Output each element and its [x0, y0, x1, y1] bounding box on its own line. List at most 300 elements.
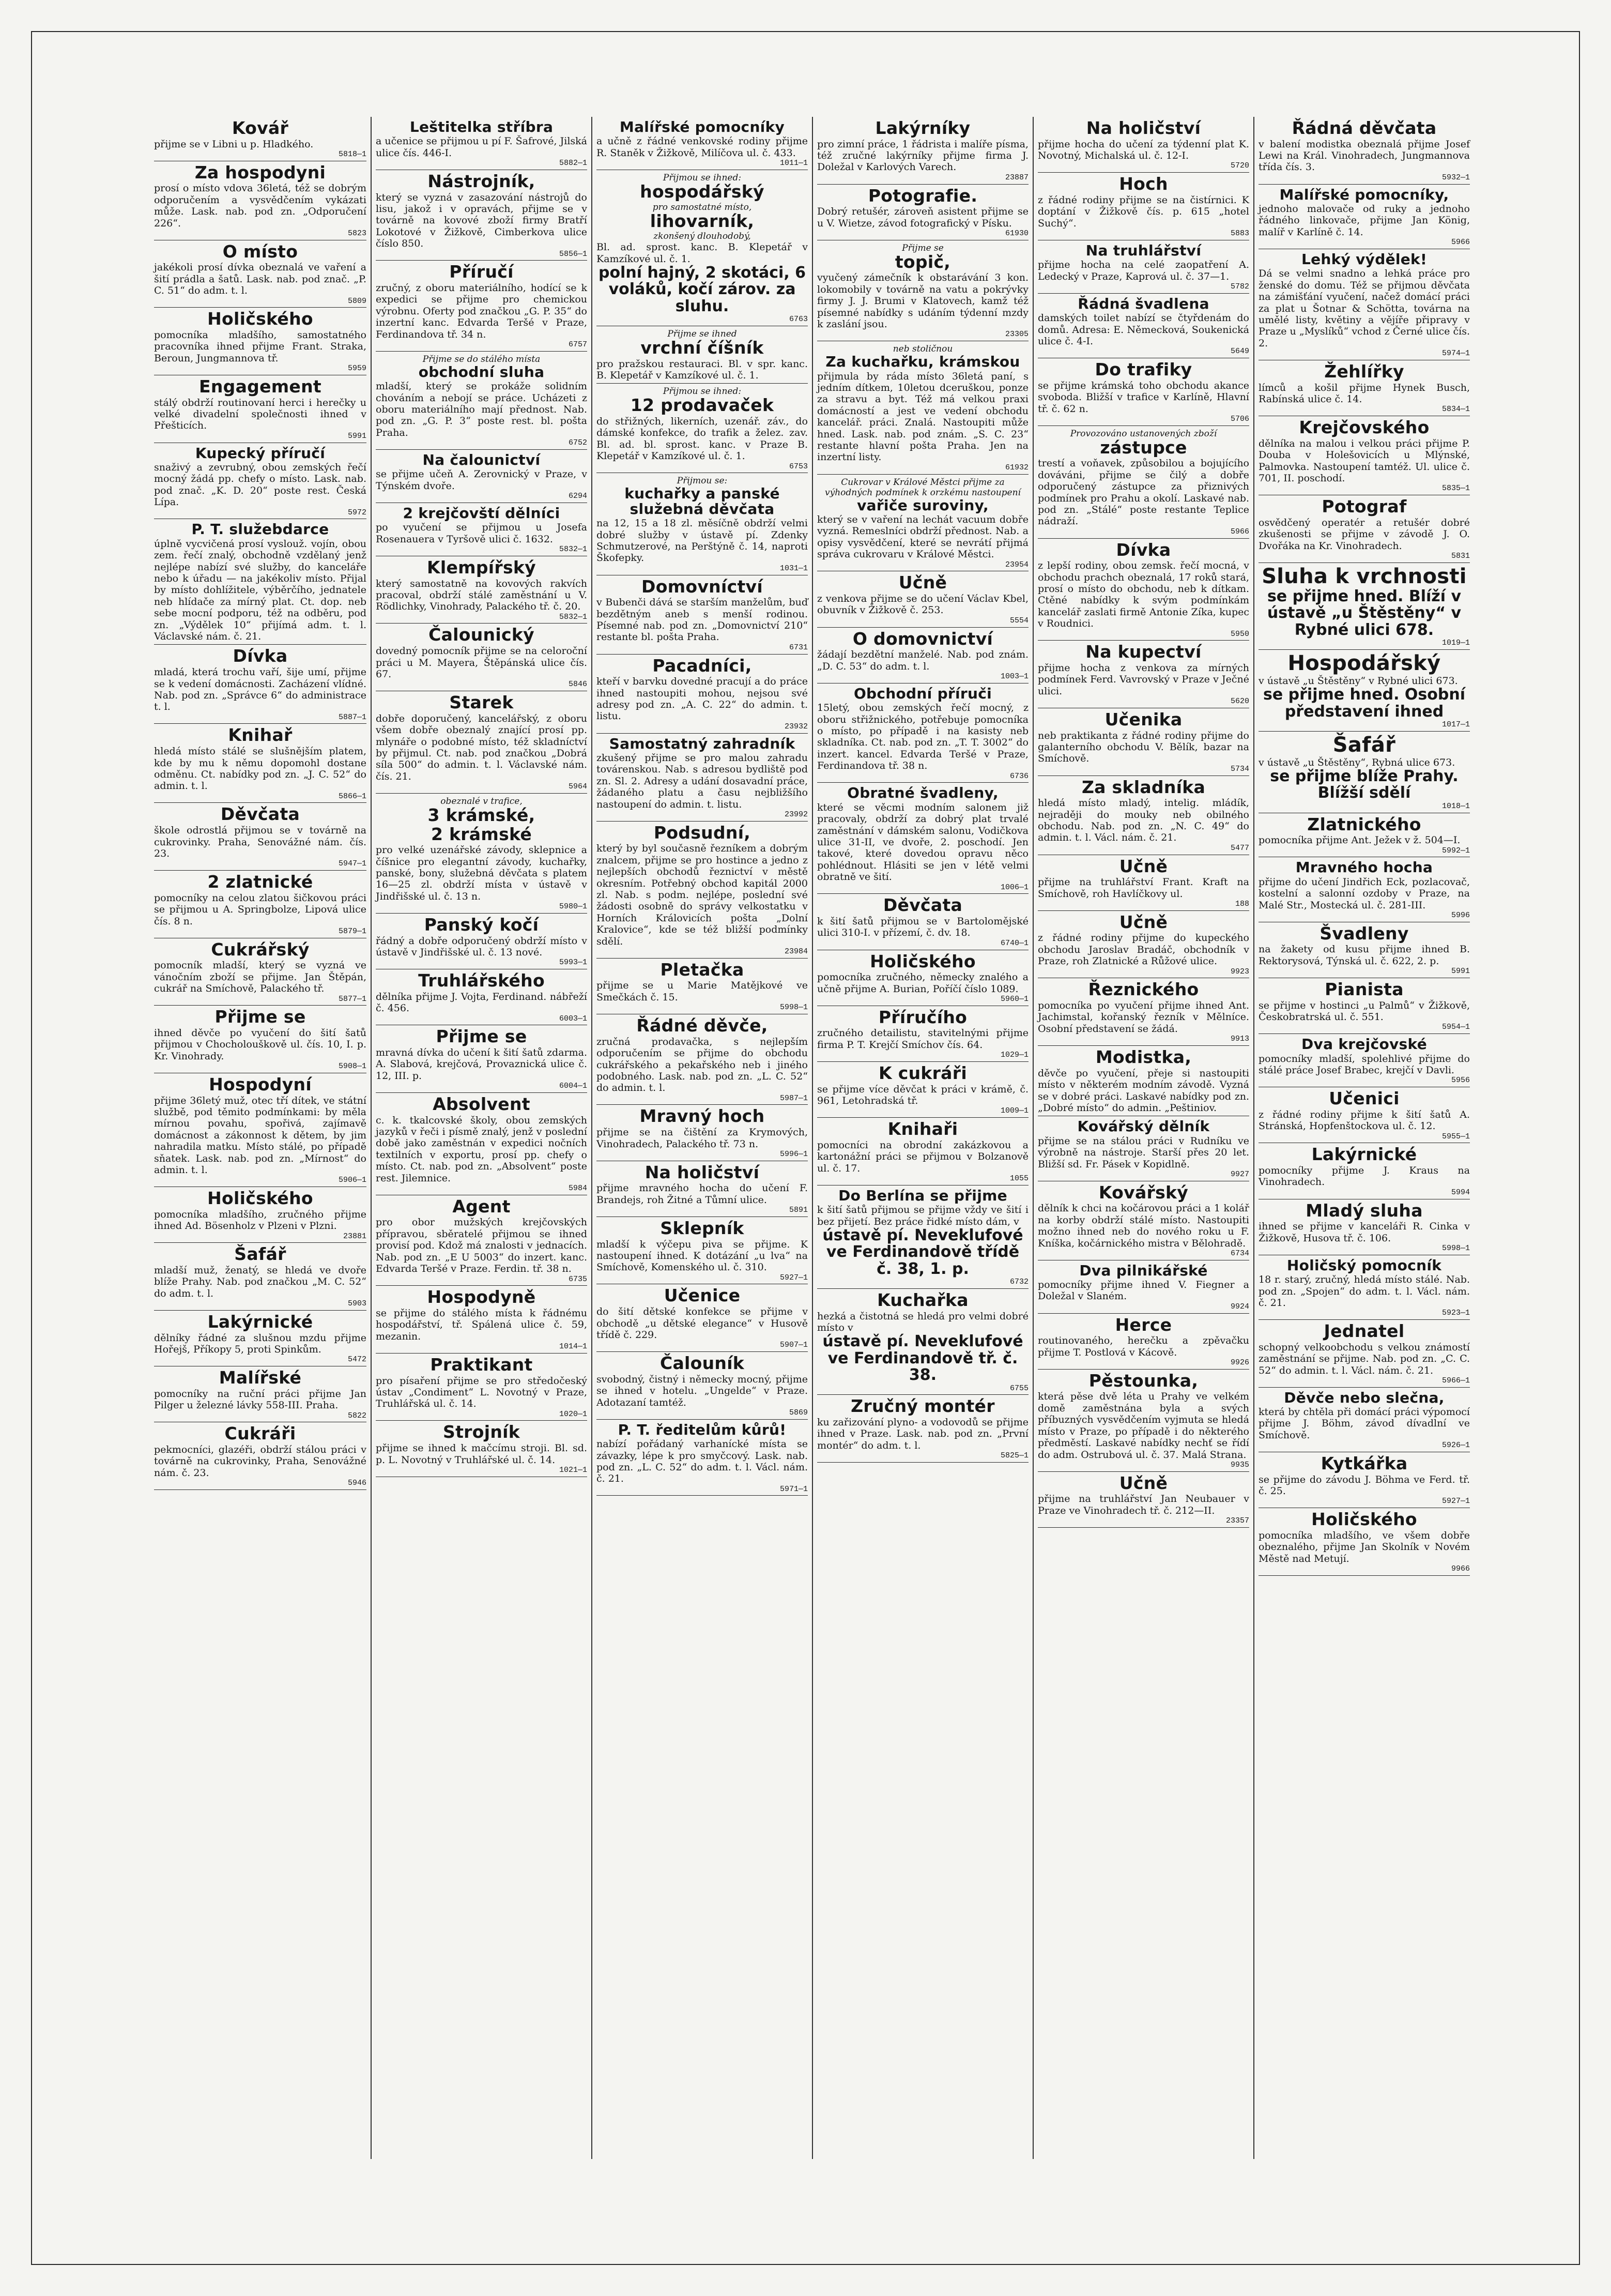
ad-body: dělník k chci na kočárovou práci a 1 kolář na korby obdrží stálé místo. Nastoupiti možno ihned neb do nového roku u F. Kníška, kočárnického mistra v Bělohradě. [1038, 1203, 1249, 1249]
ad-heading: Dva krejčovské [1301, 1036, 1427, 1053]
ad-reference-number: 23992 [784, 810, 808, 819]
ad-reference-number: 5984 [568, 1184, 587, 1193]
ad-reference-number: 5818—1 [338, 150, 366, 159]
classified-ad [1259, 922, 1470, 978]
ad-body: který se vyzná v zasazování nástrojů do lisu, jakož i v opravách, přijme se v továrně na kovové zboží firmy Bratří Lokotové v Žižkově, Cimberkova ulice číslo 850. [376, 191, 587, 250]
ad-reference-number: 5869 [789, 1408, 808, 1417]
ad-reference-number: 5908—1 [338, 1062, 366, 1071]
ad-kicker: Provozováno ustanovených zboží [1070, 428, 1217, 439]
ad-heading: Učně [1119, 856, 1168, 876]
ad-body: řádný a dobře odporučený obdrží místo v ústavě v Jindřišské ul. č. 13 nové. [376, 935, 587, 959]
classified-ad [154, 308, 366, 375]
ad-reference-number: 5809 [347, 296, 366, 306]
ad-body: který samostatně na kovových rakvích pracoval, obdrží stálé zaměstnání u V. Rödlichky, Vinohrady, Palackého tř. č. 20. [376, 577, 587, 613]
ad-body: zkušený přijme se pro malou zahradu továrenskou. Nab. s adresou bydliště pod zn. Sl. 2. Adresy a udání dosavadní práce, žádaného platu a času nejbližšího nastoupení do admin. t. listu. [596, 752, 808, 810]
classified-ad [817, 894, 1029, 950]
ad-reference-number: 9924 [1230, 1302, 1249, 1311]
classified-ad [1038, 358, 1249, 426]
ad-reference-number: 6752 [568, 438, 587, 448]
ad-body: schopný velkoobchodu s velkou známostí zaměstnání se přijme. Nab. pod zn. „C. C. 52“ do admin. t. l. Václ. nám. č. 21. [1259, 1341, 1470, 1376]
classified-ad [1259, 1508, 1470, 1576]
ad-reference-number: 23305 [1005, 330, 1029, 339]
ad-reference-number: 5966 [1451, 238, 1470, 247]
ad-reference-number: 6004—1 [559, 1082, 587, 1091]
classified-ad [1038, 426, 1249, 539]
classified-ad [1038, 855, 1249, 911]
ad-reference-number: 5932—1 [1441, 173, 1470, 182]
ad-body: po vyučení se přijmou u Josefa Rosenauera v Tyršově ulici č. 1632. [376, 522, 587, 545]
ad-heading: Starek [449, 692, 514, 713]
ad-reference-number: 6734 [1230, 1249, 1249, 1258]
ad-body: nabízí pořádaný varhanícké místa se závazky, lépe k pro smyčcový. Lask. nab. pod zn. „L. C. 52“ do adm. t. l. Václ. nám. č. 21. [596, 1438, 808, 1485]
ad-heading: Učenici [1329, 1088, 1400, 1109]
ad-reference-number: 5883 [1230, 229, 1249, 238]
ad-body: dělníky řádné za slušnou mzdu přijme Hořejš, Příkopy 5, proti Spinkům. [154, 1332, 366, 1356]
ad-body: žádají bezdětní manželé. Nab. pod znám. „D. C. 53“ do adm. t. l. [817, 649, 1029, 672]
ad-heading: Praktikant [430, 1354, 533, 1375]
classified-ad [596, 1352, 808, 1420]
classified-ad [1259, 185, 1470, 249]
ad-reference-number: 5994 [1451, 1188, 1470, 1197]
ad-reference-number: 5887—1 [338, 712, 366, 722]
classified-ad [376, 1093, 587, 1195]
ad-subheading: 2 krámské [431, 824, 532, 844]
ad-reference-number: 9923 [1230, 967, 1249, 976]
ad-bold-text: se přijme hned. Osobní představení ihned [1263, 686, 1465, 721]
classified-ad [1259, 1320, 1470, 1388]
classified-ad [1038, 1370, 1249, 1472]
classified-ad [1038, 1116, 1249, 1181]
ad-body: dovedný pomocník přijme se na celoroční práci u M. Mayera, Štěpánská ulice čís. 67. [376, 645, 587, 680]
ad-body: pomocníky přijme J. Kraus na Vinohradech. [1259, 1164, 1470, 1188]
ad-heading: Řádné děvče, [636, 1015, 768, 1036]
classified-ad [154, 803, 366, 871]
ad-reference-number: 1020—1 [559, 1409, 587, 1419]
ad-reference-number: 5831 [1451, 552, 1470, 561]
classified-ad [376, 1025, 587, 1093]
ad-body: prosí o místo vdova 36letá, též se dobrým odporučením a vysvědčením vykázati může. Lask. nab. pod zn. „Odporučení 226“. [154, 183, 366, 229]
ad-heading: Strojník [443, 1422, 520, 1442]
ad-heading: Za hospodyni [194, 162, 326, 183]
classified-ad [1259, 360, 1470, 416]
ad-body: přijme hocha na celé zaopatření A. Ledecký v Praze, Kaprová ul. č. 37—1. [1038, 259, 1249, 282]
ad-reference-number: 5998—1 [1441, 1243, 1470, 1253]
ad-heading: P. T. ředitelům kůrů! [618, 1421, 787, 1438]
classified-ad [154, 443, 366, 520]
ad-reference-number: 5879—1 [338, 926, 366, 936]
ad-body: pro písaření přijme se pro středočeský ústav „Condiment“ L. Novotný v Praze, Truhlářská ul. č. 14. [376, 1375, 587, 1410]
ad-body: pomocníky na ruční práci přijme Jan Pilger u železné lávky 558-III. Praha. [154, 1388, 366, 1411]
classified-ad [376, 1354, 587, 1421]
ad-body: c. k. tkalcovské školy, obou zemských jazyků v řeči i písmě znalý, jenž v poslední době jako zaměstnán v expedici nočních textilních v exportu, prosí pp. chefy o místo. Ct. nab. pod zn. „Absolvent“ poste rest. Jilemnice. [376, 1114, 587, 1184]
ad-reference-number: 5477 [1230, 843, 1249, 853]
ad-reference-number: 5926—1 [1441, 1441, 1470, 1450]
classified-ad [596, 473, 808, 575]
classified-ad [376, 1421, 587, 1477]
ad-heading: Krejčovského [1299, 417, 1430, 438]
ad-body: 15letý, obou zemských řečí mocný, z oboru střižnického, potřebuje pomocníka o místo, po případě i na kasisty neb skladníka. Ct. nab. pod zn. „T. T. 3002“ do inzert. kancel. Edvarda Teršé v Praze, Ferdinandova tř. 38 n. [817, 702, 1029, 772]
ad-body: pro obor mužských krejčovských přípravou, sběratelé přijmou se ihned provisí pod. Kdož má znalosti v jednacích. Nab. pod zn. „E U 5003“ do inzert. kanc. Edvarda Teršé v Praze. Ferdin. tř. 38 n. [376, 1217, 587, 1275]
ad-column-6 [1253, 117, 1474, 2159]
ad-reference-number: 5856—1 [559, 249, 587, 259]
ad-heading: Žehlířky [1324, 361, 1404, 382]
classified-ad [596, 959, 808, 1014]
ad-heading: Učenice [664, 1285, 741, 1306]
ad-heading: Řeznického [1088, 979, 1199, 1000]
ad-body: mravná dívka do učení k šití šatů zdarma. A. Slabová, krejčová, Provaznická ulice č. 12, III. p. [376, 1047, 587, 1082]
ad-reference-number: 23984 [784, 947, 808, 956]
ad-body: který se v vaření na lechát vacuum dobře vyzná. Remeslníci obdrží přednost. Nab. a opisy vysvědčení, které se nevrátí přijmá správa cukrovaru v Králové Městci. [817, 514, 1029, 560]
ad-body: mladší muž, ženatý, se hledá ve dvoře blíže Prahy. Nab. pod značkou „M. C. 52“ do adm. t. l. [154, 1265, 366, 1299]
ad-body: trestí a voňavek, způsobilou a bojujícího dováváni, přijme se čilý a dobře odporučený zástupce za přiznivých podmínek pro Prahu a okolí. Laskavé nab. pod zn. „Stálé“ poste restante Teplice nádraží. [1038, 458, 1249, 527]
classified-ad [376, 556, 587, 624]
classified-ad [1259, 117, 1470, 185]
ad-body: mladší k výčepu piva se přijme. K nastoupení ihned. K dotázání „u lva“ na Smíchově, Komenského ul. č. 310. [596, 1238, 808, 1273]
ad-body: do šití dětské konfekce se přijme v obchodě „u dětské elegance“ v Husově třídě č. 229. [596, 1306, 808, 1341]
classified-ad [154, 1243, 366, 1311]
ad-heading: vrchní číšník [640, 337, 764, 358]
ad-reference-number: 1006—1 [1000, 883, 1029, 892]
ad-reference-number: 5620 [1230, 697, 1249, 706]
classified-ad [596, 170, 808, 326]
ad-heading: 2 krejčovští dělníci [403, 504, 560, 522]
ad-heading: Kovářský [1098, 1182, 1189, 1203]
classified-ad [1259, 1452, 1470, 1508]
ad-reference-number: 61932 [1005, 463, 1029, 472]
ad-reference-number: 5907—1 [779, 1341, 808, 1350]
ad-heading: Příručího [878, 1007, 968, 1027]
ad-body: Bl. ad. sprost. kanc. B. Klepetář v Kamzíkové ul. č. 1. [596, 241, 808, 265]
ad-body: z lepší rodiny, obou zemsk. řečí mocná, v obchodu prachch obeznalá, 17 roků stará, prosí o místo do obchodu, neb k dítkam. Ctěné nabídky k svým podmínkám kancelář zaslati firmě Antonie Zíka, kupec v Roudnici. [1038, 560, 1249, 630]
ad-heading: 2 zlatnické [207, 872, 313, 892]
classified-ad [1038, 978, 1249, 1046]
ad-kicker: Cukrovar v Králové Městci přijme za výhodných podmínek k orzkému nastoupení [825, 477, 1021, 498]
classified-ad [154, 1006, 366, 1073]
ad-reference-number: 5891 [789, 1206, 808, 1215]
ad-body: v balení modistka obeznalá přijme Josef Lewi na Král. Vinohradech, Jungmannova třída čís. 3. [1259, 138, 1470, 173]
ad-body: přijme 36letý muž, otec tří dítek, ve státní službě, pod těmito podmínkami: by měla mírnou povahu, spořivá, zajímavě domácnost a zákonnost k dětem, by jim nahradila matku. Místo stálé, po případě sňatek. Lask. nab. pod zn. „Mírnost“ do admin. t. l. [154, 1094, 366, 1176]
ad-reference-number: 6763 [789, 315, 808, 324]
ad-heading: Čalounický [428, 625, 534, 645]
ad-reference-number: 188 [1235, 900, 1249, 909]
classified-ad [1038, 708, 1249, 776]
classified-ad [817, 1006, 1029, 1062]
ad-reference-number: 5991 [347, 431, 366, 440]
classified-ad [154, 1073, 366, 1187]
ad-heading: Učně [898, 572, 947, 593]
classified-ad [817, 1185, 1029, 1289]
ad-subline: zkonšený dlouhodobý, [653, 231, 751, 242]
classified-ad [376, 969, 587, 1025]
ad-heading: Pacadníci, [652, 655, 752, 676]
ad-body: zručný, z oboru materiálního, hodící se k expedici se přijme pro chemickou výrobnu. Oferty pod značkou „G. P. 35“ do inzertní kanc. Edvarda Teršé v Praze, Ferdinandova tř. 34 n. [376, 282, 587, 340]
ad-reference-number: 1011—1 [779, 159, 808, 168]
classified-ad [1038, 1314, 1249, 1370]
ad-body: pomocníka mladšího, zručného přijme ihned Ad. Bösenholz v Plzeni v Plzni. [154, 1208, 366, 1232]
ad-body: pomocníky přijme ihned V. Fiegner a Doležal v Slaném. [1038, 1279, 1249, 1302]
ad-reference-number: 5823 [347, 229, 366, 238]
ad-heading: obchodní sluha [418, 363, 545, 381]
ad-heading: Zlatnického [1307, 814, 1421, 834]
ad-heading: Děvčata [883, 895, 963, 916]
ad-heading: Cukrářský [211, 939, 310, 960]
ad-reference-number: 23881 [343, 1231, 366, 1241]
ad-body: přijme mravného hocha do učení F. Brandejs, roh Žitné a Tůmní ulice. [596, 1182, 808, 1206]
ad-body: přijme na truhlářství Jan Neubauer v Praze ve Vinohradech tř. č. 212—II. [1038, 1493, 1249, 1516]
ad-body: dobře doporučený, kancelářský, z oboru všem dobře obeznalý znající prosí pp. mlynáře o podobné místo, též skladníctví by přijmul. Ct. nab. pod značkou „Dobrá síla 500“ do admin. t. l. Václavské nám. čís. 21. [376, 712, 587, 782]
classified-ad [596, 655, 808, 734]
ad-heading: Na kupectví [1085, 642, 1202, 662]
ad-column-2 [371, 117, 591, 2159]
ad-heading: Hospodyní [209, 1074, 312, 1094]
classified-ad [1259, 813, 1470, 858]
ad-heading: Na holičství [645, 1162, 760, 1182]
ad-body: pomocníka přijme Ant. Ježek v ž. 504—I. [1259, 834, 1461, 846]
ad-reference-number: 5866—1 [338, 792, 366, 801]
classified-ad [817, 475, 1029, 572]
classified-ad [596, 1105, 808, 1161]
ad-heading: Lehký výdělek! [1301, 250, 1428, 268]
ad-reference-number: 6755 [1009, 1383, 1029, 1393]
classified-ad [1038, 641, 1249, 708]
ad-heading: Panský kočí [424, 914, 539, 935]
ad-reference-number: 5554 [1009, 616, 1029, 625]
ad-reference-number: 5974—1 [1441, 349, 1470, 358]
ad-heading: Příručí [449, 262, 514, 282]
ad-reference-number: 5472 [347, 1355, 366, 1364]
classified-ad [1038, 1046, 1249, 1116]
ad-body: mladší, který se prokáže solidním chováním a nebojí se práce. Ucházeti z oboru materiálního mají přednost. Nab. pod zn. „G. P. 3“ poste rest. bl. pošta Praha. [376, 381, 587, 438]
classified-ad [1259, 495, 1470, 563]
ad-reference-number: 5996 [1451, 910, 1470, 920]
ad-reference-number: 1021—1 [559, 1465, 587, 1474]
classified-ad [154, 117, 366, 161]
ad-reference-number: 5972 [347, 508, 366, 517]
ad-body: routinovaného, herečku a zpěvačku přijme T. Postlová v Kácově. [1038, 1335, 1249, 1358]
ad-reference-number: 5882—1 [559, 159, 587, 168]
classified-ad [1038, 1260, 1249, 1314]
ad-reference-number: 1003—1 [1000, 672, 1029, 681]
ad-reference-number: 5947—1 [338, 859, 366, 869]
classified-ad [817, 117, 1029, 185]
classified-ad [376, 450, 587, 503]
ad-subline: pro samostatné místo, [652, 202, 752, 212]
ad-column-5 [1033, 117, 1253, 2159]
ad-body: stálý obdrží routinovaní herci i herečky u velké divadelní společnosti ihned v Přešticích. [154, 397, 366, 432]
ad-reference-number: 5980—1 [559, 902, 587, 911]
ad-reference-number: 1017—1 [1441, 720, 1470, 729]
ad-reference-number: 9935 [1230, 1460, 1249, 1469]
classified-ad [154, 1187, 366, 1243]
ad-reference-number: 61930 [1005, 229, 1029, 238]
ad-body: mladá, která trochu vaří, šije umí, přijme se k vedení domácnosti. Zacházení vlídné. Nab. pod zn. „Správce 6“ do administrace t. l. [154, 666, 366, 713]
ad-kicker: Přijme se do stálého místa [422, 354, 541, 364]
ad-body: který by byl současně řezníkem a dobrým znalcem, přijme se pro hostince a jedno z nejlepších obchodů řeznictví v městě okresním. Potřebný obchod kapitál 2000 zl. Nab. s podm. nejlépe, poslední své žádosti osobně do správy velkostatku v Horních Královicích pošta „Dolní Kralovice“, kde se též bližší podmínky sdělí. [596, 843, 808, 947]
ad-reference-number: 6003—1 [559, 1014, 587, 1023]
classified-ad [596, 1217, 808, 1285]
ad-bold-text: ústavě pí. Neveklufové ve Ferdinandově třídě č. 38, 1. p. [822, 1226, 1023, 1278]
classified-ad [376, 261, 587, 351]
classified-ad [1259, 857, 1470, 922]
ad-kicker: Přijmou se ihned: [663, 172, 742, 183]
classified-ad [154, 240, 366, 308]
classified-ad [1259, 1087, 1470, 1143]
ad-reference-number: 5998—1 [779, 1003, 808, 1012]
ad-heading: Cukráři [224, 1423, 296, 1444]
ad-heading: Mravný hoch [639, 1106, 765, 1127]
ad-kicker: neb stoličnou [893, 344, 953, 355]
ad-body: přijme se u Marie Matějkové ve Smečkách č. 15. [596, 980, 808, 1003]
classified-ad [1038, 117, 1249, 173]
ad-heading: Podsudní, [653, 822, 751, 843]
ad-reference-number: 6735 [568, 1274, 587, 1284]
ad-body: jednoho malovače od ruky a jednoho řádného linkovače, přijme Jan König, malíř v Karlíně č. 14. [1259, 203, 1470, 238]
ad-reference-number: 5996—1 [779, 1149, 808, 1159]
ad-heading: Do trafiky [1095, 359, 1192, 380]
ad-body: 18 r. starý, zručný, hledá místo stálé. Nab. pod zn. „Spojen“ do adm. t. l. Václ. nám. č. 21. [1259, 1274, 1470, 1309]
ad-bold-text: se přijme blíže Prahy. Blížší sdělí [1270, 767, 1459, 802]
ad-heading: Kovářský dělník [1077, 1118, 1210, 1135]
ad-reference-number: 5954—1 [1441, 1023, 1470, 1032]
ad-heading: Holičského [207, 1188, 313, 1209]
ad-body: pekmocníci, glazéři, obdrží stálou práci v továrně na cukrovinky, Praha, Senovážné nám. č. 23. [154, 1444, 366, 1479]
ad-kicker: Přijmou se: [677, 476, 728, 486]
ad-reference-number: 5960—1 [1000, 995, 1029, 1004]
ad-reference-number: 1018—1 [1441, 801, 1470, 811]
ad-body: damských toilet nabízí se čtyřdenám do domů. Adresa: E. Německová, Soukenická ulice č. 4-I. [1038, 312, 1249, 347]
classified-ad [596, 1420, 808, 1496]
classified-ad [596, 575, 808, 655]
ad-body: jakékoli prosí dívka obeznalá ve vaření a šití prádla a šatů. Lask. nab. pod znač. „P. C. 51“ do adm. t. l. [154, 262, 366, 297]
ad-reference-number: 5993—1 [559, 958, 587, 967]
classified-ad [596, 384, 808, 473]
ad-reference-number: 6740—1 [1000, 938, 1029, 948]
classified-ad [376, 170, 587, 261]
ad-reference-number: 1029—1 [1000, 1051, 1029, 1060]
classified-ad [154, 161, 366, 240]
classified-ad [1259, 1255, 1470, 1320]
ad-reference-number: 5734 [1230, 764, 1249, 773]
ad-reference-number: 23357 [1225, 1516, 1249, 1526]
classified-ad [817, 1118, 1029, 1185]
ad-heading: topič, [895, 251, 951, 272]
classified-ad [1259, 416, 1470, 495]
classified-ad [817, 628, 1029, 683]
ad-body: z řádné rodiny přijme k šití šatů A. Stránská, Hopfenštockova ul. č. 12. [1259, 1108, 1470, 1132]
ad-heading: Přijme se [436, 1026, 527, 1047]
classified-ad [376, 1286, 587, 1354]
ad-reference-number: 1009—1 [1000, 1106, 1029, 1116]
ad-body: přijme hocha z venkova za mírných podmínek Ferd. Vavrovský v Praze v Ječné ulici. [1038, 662, 1249, 697]
classified-ad [596, 822, 808, 959]
ad-bold-text: se přijme hned. Blíží v ústavě „u Štěstěny“ v Rybné ulici 678. [1267, 587, 1462, 639]
classified-ad [376, 117, 587, 170]
ad-heading: Děvčata [220, 804, 300, 825]
ad-heading: Učně [1119, 1472, 1168, 1493]
classified-ad [154, 724, 366, 803]
ad-heading: Potograf [1322, 496, 1407, 517]
ad-heading: Za kuchařku, krámskou [825, 353, 1020, 371]
classified-ad [596, 734, 808, 822]
classified-ad [1038, 539, 1249, 641]
ad-body: k šití šatů přijmou se přijme vždy ve šití i bez přijetí. Bez práce řidké místo dám, v [817, 1204, 1029, 1227]
classified-ad [376, 1195, 587, 1286]
ad-heading: Knihař [228, 725, 293, 746]
ad-body: a učenice se přijmou u pí F. Šafrové, Jilská ulice čís. 446-I. [376, 135, 587, 159]
ad-reference-number: 5927—1 [1441, 1497, 1470, 1506]
ad-heading: Hoch [1119, 174, 1168, 194]
ad-reference-number: 5956 [1451, 1076, 1470, 1085]
classified-ad [817, 1395, 1029, 1463]
classified-ad [1038, 1181, 1249, 1260]
classified-ad [1038, 776, 1249, 855]
classified-ad [1259, 563, 1470, 650]
classified-ad [596, 1014, 808, 1105]
ad-heading: Kupecký příručí [195, 444, 326, 462]
ad-heading: Dívka [233, 646, 288, 666]
ad-heading: Sklepník [660, 1218, 744, 1238]
classified-ad [817, 240, 1029, 341]
ad-body: zručná prodavačka, s nejlepším odporučením se přijme do obchodu cukrářského a pekařského neb i jiného podobného. Lask. nab. pod zn. „L. C. 52“ do admin. t. l. [596, 1036, 808, 1094]
ad-heading: Nástrojník, [427, 171, 535, 191]
ad-column-1 [150, 117, 371, 2159]
ad-body: hledá místo stálé se slušnějším platem, kde by mu k němu dopomohl dostane odměnu. Ct. nabídky pod zn. „J. C. 52“ do admin. t. l. [154, 746, 366, 792]
ad-body: z řádné rodiny přijme do kupeckého obchodu Jaroslav Bradáč, obchodník v Praze, roh Zlatnické a Růžové ulice. [1038, 932, 1249, 967]
ad-heading: Knihaři [887, 1119, 958, 1139]
ad-heading: Lakýrnické [207, 1311, 313, 1332]
ad-body: přijme do učení Jindřich Eck, pozlacovač, kostelní a salonní ozdoby v Praze, na Malé Str., Mostecká ul. č. 281-III. [1259, 876, 1470, 911]
classified-ad [1038, 911, 1249, 979]
classified-ad [1259, 1199, 1470, 1255]
classified-ad [376, 914, 587, 969]
ad-body: přijme se ihned k mačcímu stroji. Bl. sd. p. L. Novotný v Truhlářské ul. č. 14. [376, 1442, 587, 1466]
ad-heading: Pěstounka, [1088, 1370, 1199, 1391]
classified-ad [154, 938, 366, 1006]
classified-ad [817, 950, 1029, 1006]
classified-ad [817, 185, 1029, 240]
ad-body: přijme hocha do učení za týdenní plat K. Novotný, Michalská ul. č. 12-I. [1038, 138, 1249, 162]
ad-column-4 [812, 117, 1033, 2159]
ad-body: pro zimní práce, 1 řádrista i malíře písma, též zručné lakýrníky přijme firma J. Doležal v Karlových Varech. [817, 138, 1029, 173]
ad-heading: Sluha k vrchnosti [1262, 564, 1467, 588]
ad-heading: Dva pilnikářské [1079, 1261, 1208, 1279]
classified-ad [154, 519, 366, 645]
ad-body: v Bubenči dává se starším manželům, buď bezdětným aneb s menší rodinou. Písemné nab. pod zn. „Domovnictví 210“ restante bl. pošta Praha. [596, 597, 808, 643]
ad-body: vyučený zámečník k obstarávání 3 kon. lokomobily v továrně na vatu a pokrývky firmy J. J. Brumi v Klatovech, kamž též písemné nabídky s udáním týdenní mzdy k zaslání jsou. [817, 272, 1029, 330]
ad-heading: Kovář [232, 118, 289, 138]
ad-body: ihned se přijme v kanceláři R. Cinka v Žižkově, Husova tř. č. 106. [1259, 1221, 1470, 1244]
ad-heading: Učně [1119, 911, 1168, 932]
ad-heading: Lakýrnické [1311, 1144, 1417, 1165]
ad-heading: Potografie. [868, 185, 978, 206]
ad-heading: Domovníctví [641, 576, 763, 597]
ad-body: k šití šatů přijmou se v Bartolomějské ulici 310-I. v přízemí, č. dv. 18. [817, 916, 1029, 939]
ad-reference-number: 9927 [1230, 1169, 1249, 1179]
ad-body: úplně vycvičená prosí vyslouž. vojín, obou zem. řečí znalý, obchodně vzdělaný jenž nejlépe nabízí své služby, do kanceláře nebo k úřadu — na jakékoliv místo. Přijal by místo dohlížitele, výběrčího, jednatele neb hlídače za mírný plat. Ct. dop. neb sebe mocní podporu, též na odběru, pod zn. „Výdělek 10“ přijímá adm. t. l. Václavské nám. č. 21. [154, 538, 366, 643]
ad-heading: Holičského [870, 951, 976, 971]
ad-heading: Děvče nebo slečna, [1284, 1389, 1445, 1406]
ad-heading: Holičského [1311, 1509, 1417, 1530]
ad-reference-number: 5846 [568, 680, 587, 689]
ad-body: dělníka přijme J. Vojta, Ferdinand. nábřeží č. 456. [376, 991, 587, 1014]
ad-heading: Pletačka [660, 959, 744, 980]
ad-body: z řádné rodiny přijme se na čistírnici. K doptání v Žižkově čís. p. 615 „hotel Suchý“. [1038, 194, 1249, 229]
ad-heading: O domovnictví [852, 628, 993, 649]
ad-body: zručného detailistu, stavitelnými přijme firma P. T. Krejčí Smíchov čís. 64. [817, 1027, 1029, 1051]
ad-heading: zástupce [1100, 437, 1187, 458]
classified-ad [596, 1284, 808, 1352]
ad-heading: Pianista [1325, 979, 1404, 999]
